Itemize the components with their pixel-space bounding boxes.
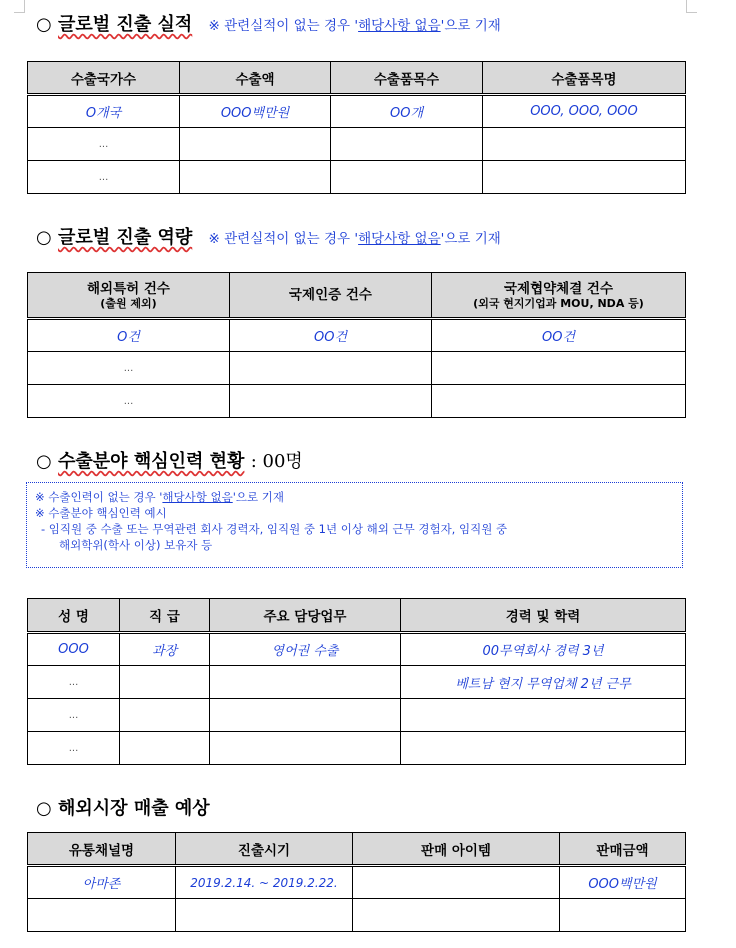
header-cell: 수출품목수 xyxy=(331,62,483,95)
section-heading-export-personnel xyxy=(36,447,303,473)
personnel-count: : 00명 xyxy=(250,451,303,472)
table-cell[interactable]: 아마존 xyxy=(28,866,176,899)
table-row xyxy=(28,161,686,194)
table-cell[interactable] xyxy=(230,385,432,418)
table-cell[interactable]: OO건 xyxy=(230,319,432,352)
note-line: ※ 수출분야 핵심인력 예시 xyxy=(35,506,167,520)
page-corner-mark-left xyxy=(14,0,25,13)
header-cell: 경력 및 학력 xyxy=(401,599,686,633)
note-line: 해외학위(학사 이상) 보유자 등 xyxy=(59,538,213,552)
table-header-row xyxy=(28,62,686,95)
header-cell: 수출액 xyxy=(180,62,331,95)
table-row xyxy=(28,866,686,899)
global-capacity-table xyxy=(27,272,686,418)
table-cell[interactable] xyxy=(180,128,331,161)
export-personnel-table xyxy=(27,598,686,765)
table-row xyxy=(28,732,686,765)
personnel-note-box xyxy=(26,482,683,568)
section-title: 글로벌 진출 역량 xyxy=(58,227,193,248)
table-cell[interactable] xyxy=(120,666,210,699)
bullet-icon: ○ xyxy=(36,14,52,35)
table-cell[interactable] xyxy=(176,899,353,932)
table-cell[interactable]: OO개 xyxy=(331,95,483,128)
section-title: 글로벌 진출 실적 xyxy=(58,14,193,35)
table-cell[interactable] xyxy=(353,899,560,932)
table-row xyxy=(28,319,686,352)
page-corner-mark-right xyxy=(686,0,697,13)
header-cell: 직 급 xyxy=(120,599,210,633)
table-cell[interactable] xyxy=(120,732,210,765)
table-cell[interactable] xyxy=(331,128,483,161)
table-row xyxy=(28,128,686,161)
overseas-sales-table xyxy=(27,832,686,932)
table-row xyxy=(28,352,686,385)
bullet-icon: ○ xyxy=(36,227,52,248)
table-cell[interactable] xyxy=(483,128,686,161)
table-row xyxy=(28,666,686,699)
table-cell[interactable] xyxy=(210,699,401,732)
note-line: ※ 수출인력이 없는 경우 '해당사항 없음'으로 기재 xyxy=(35,490,284,504)
header-cell: 판매금액 xyxy=(560,833,686,866)
header-cell: 해외특허 건수 (출원 제외) xyxy=(28,273,230,319)
table-cell[interactable] xyxy=(432,385,686,418)
section-heading-global-capacity xyxy=(36,223,501,249)
table-cell[interactable]: OOO xyxy=(28,633,120,666)
table-cell[interactable]: O건 xyxy=(28,319,230,352)
table-cell[interactable] xyxy=(401,699,686,732)
header-cell: 수출품목명 xyxy=(483,62,686,95)
table-cell[interactable] xyxy=(401,732,686,765)
table-cell[interactable] xyxy=(230,352,432,385)
note-line: - 임직원 중 수출 또는 무역관련 회사 경력자, 임직원 중 1년 이상 해외 근무 경험자, 임직원 중 xyxy=(41,522,508,536)
table-cell[interactable]: ... xyxy=(28,352,230,385)
table-cell[interactable]: OOO백만원 xyxy=(560,866,686,899)
section-heading-global-performance xyxy=(36,10,501,36)
section-note: ※ 관련실적이 없는 경우 '해당사항 없음'으로 기재 xyxy=(208,231,501,247)
header-cell: 진출시기 xyxy=(176,833,353,866)
table-cell[interactable] xyxy=(560,899,686,932)
table-cell[interactable]: ... xyxy=(28,666,120,699)
table-cell[interactable] xyxy=(353,866,560,899)
table-row xyxy=(28,633,686,666)
table-cell[interactable]: OOO, OOO, OOO xyxy=(483,95,686,128)
table-header-row xyxy=(28,273,686,319)
table-row xyxy=(28,95,686,128)
table-cell[interactable]: 과장 xyxy=(120,633,210,666)
table-row xyxy=(28,899,686,932)
section-title: 해외시장 매출 예상 xyxy=(58,798,210,819)
table-cell[interactable]: OO건 xyxy=(432,319,686,352)
bullet-icon: ○ xyxy=(36,451,52,472)
global-performance-table xyxy=(27,61,686,194)
table-header-row xyxy=(28,599,686,633)
table-cell[interactable] xyxy=(331,161,483,194)
table-cell[interactable] xyxy=(210,732,401,765)
table-cell[interactable]: 영어권 수출 xyxy=(210,633,401,666)
section-heading-overseas-sales xyxy=(36,794,210,820)
table-row xyxy=(28,699,686,732)
header-cell: 국제협약체결 건수 (외국 현지기업과 MOU, NDA 등) xyxy=(432,273,686,319)
table-cell[interactable] xyxy=(120,699,210,732)
table-cell[interactable]: 베트남 현지 무역업체 2년 근무 xyxy=(401,666,686,699)
table-cell[interactable] xyxy=(210,666,401,699)
section-title: 수출분야 핵심인력 현황 xyxy=(58,451,245,472)
table-cell[interactable]: 2019.2.14. ~ 2019.2.22. xyxy=(176,866,353,899)
table-cell[interactable] xyxy=(483,161,686,194)
table-cell[interactable]: ... xyxy=(28,161,180,194)
table-cell[interactable]: ... xyxy=(28,385,230,418)
table-cell[interactable]: ... xyxy=(28,128,180,161)
header-cell: 성 명 xyxy=(28,599,120,633)
header-cell: 유통채널명 xyxy=(28,833,176,866)
table-cell[interactable]: O개국 xyxy=(28,95,180,128)
table-cell[interactable] xyxy=(28,899,176,932)
header-cell: 국제인증 건수 xyxy=(230,273,432,319)
table-cell[interactable]: ... xyxy=(28,699,120,732)
header-cell: 수출국가수 xyxy=(28,62,180,95)
header-cell: 판매 아이템 xyxy=(353,833,560,866)
table-header-row xyxy=(28,833,686,866)
table-cell[interactable] xyxy=(180,161,331,194)
bullet-icon: ○ xyxy=(36,798,52,819)
table-cell[interactable]: 00무역회사 경력 3년 xyxy=(401,633,686,666)
table-cell[interactable]: ... xyxy=(28,732,120,765)
table-cell[interactable] xyxy=(432,352,686,385)
header-cell: 주요 담당업무 xyxy=(210,599,401,633)
table-row xyxy=(28,385,686,418)
table-cell[interactable]: OOO백만원 xyxy=(180,95,331,128)
section-note: ※ 관련실적이 없는 경우 '해당사항 없음'으로 기재 xyxy=(208,18,501,34)
